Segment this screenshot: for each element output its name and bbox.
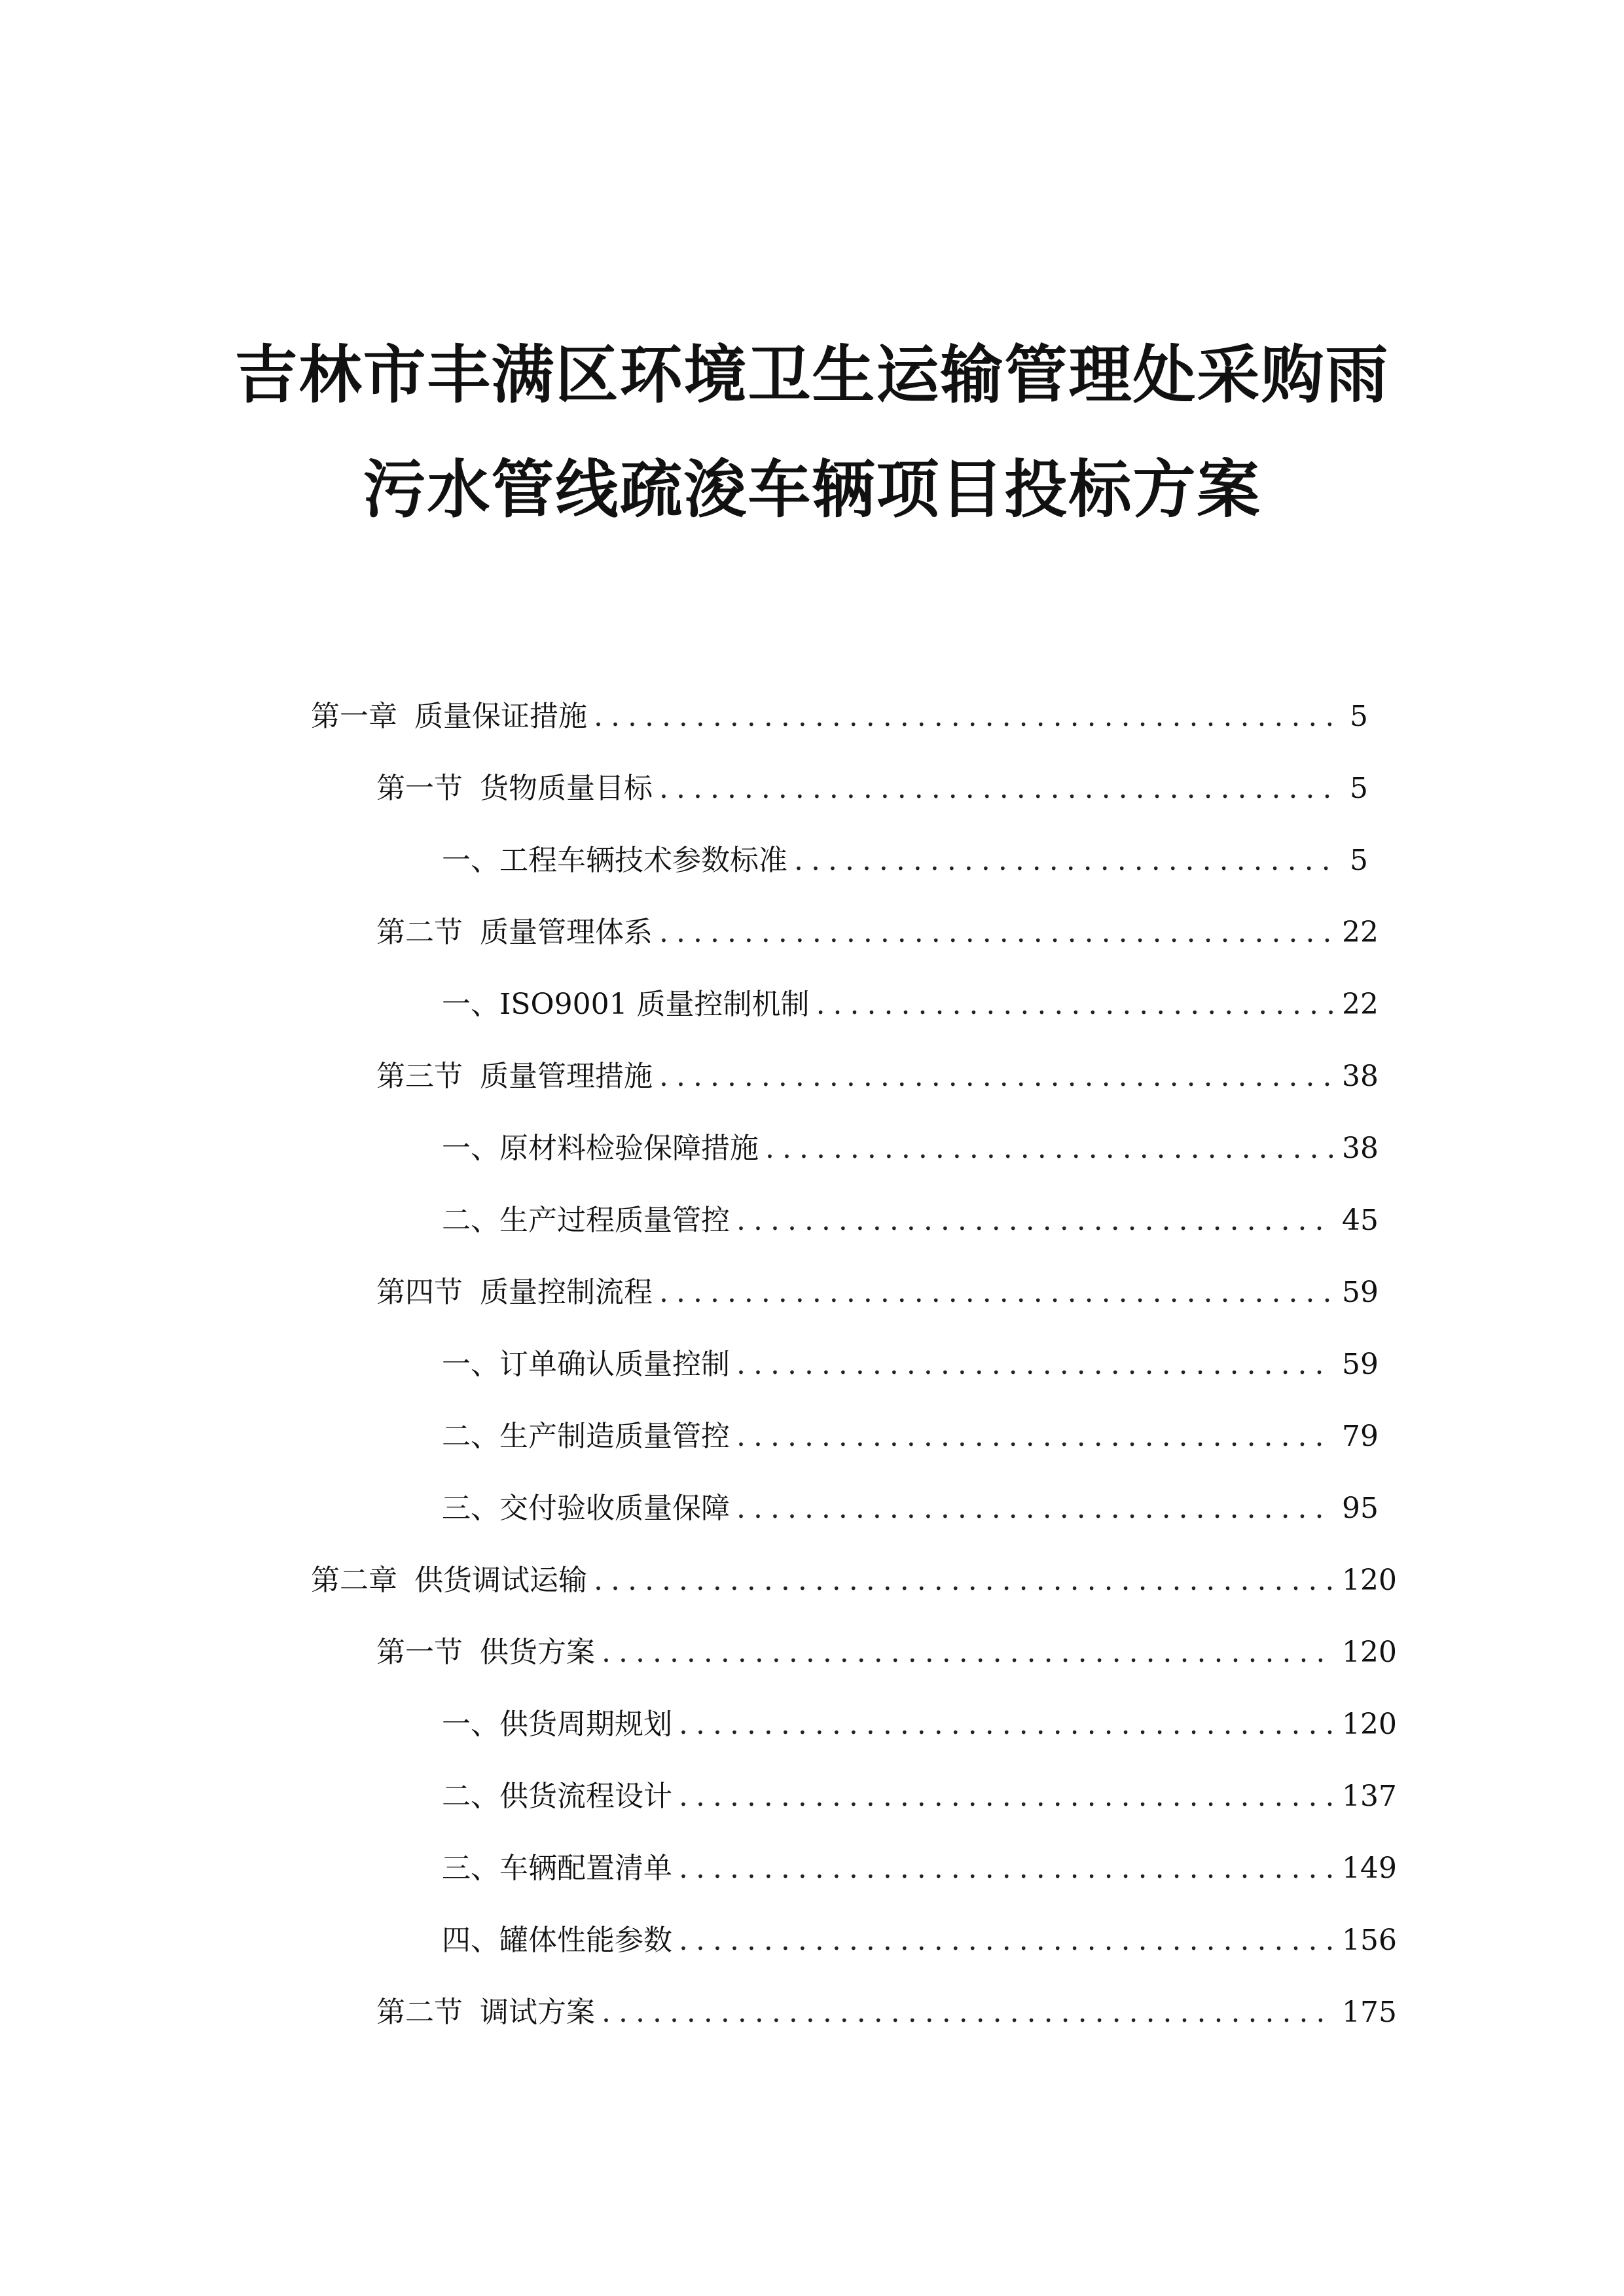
toc-entry-page: 22	[1342, 916, 1379, 949]
toc-entry-number: 第四节	[376, 1276, 463, 1309]
toc-entry-number: 一、	[442, 1132, 499, 1165]
toc-leader-dots	[765, 1126, 1333, 1172]
toc-entry-title: ISO9001 质量控制机制	[499, 988, 810, 1021]
toc-entry-number: 四、	[442, 1924, 499, 1957]
toc-entry-page: 79	[1342, 1420, 1379, 1453]
toc-entry[interactable]	[376, 1054, 1379, 1100]
toc-leader-dots	[659, 1270, 1333, 1316]
toc-leader-dots	[659, 1054, 1333, 1100]
toc-entry[interactable]	[376, 766, 1368, 812]
toc-entry[interactable]	[376, 1630, 1397, 1676]
toc-leader-dots	[594, 1558, 1333, 1604]
toc-entry-number: 第一节	[376, 772, 463, 805]
toc-entry-title: 生产制造质量管控	[499, 1420, 730, 1453]
toc-entry-number: 三、	[442, 1852, 499, 1885]
toc-entry-number: 第二节	[376, 916, 463, 949]
toc-entry[interactable]	[442, 1414, 1379, 1460]
toc-entry[interactable]	[442, 982, 1379, 1028]
toc-entry-number: 第一节	[376, 1636, 463, 1669]
toc-entry[interactable]	[442, 1342, 1379, 1388]
toc-leader-dots	[659, 766, 1333, 812]
toc-entry-title: 供货调试运输	[414, 1564, 587, 1597]
toc-entry-title: 货物质量目标	[480, 772, 653, 805]
toc-entry-title: 工程车辆技术参数标准	[499, 844, 787, 877]
toc-leader-dots	[602, 1630, 1333, 1676]
toc-leader-dots	[679, 1774, 1333, 1820]
toc-entry-title: 供货流程设计	[499, 1780, 672, 1813]
toc-entry-number: 二、	[442, 1204, 499, 1237]
toc-entry[interactable]	[442, 838, 1368, 884]
toc-leader-dots	[679, 1918, 1333, 1964]
toc-entry-number: 第一章	[311, 700, 397, 733]
toc-entry-title: 质量控制流程	[480, 1276, 653, 1309]
toc-entry-number: 一、	[442, 1348, 499, 1381]
toc-entry-number: 第二节	[376, 1996, 463, 2029]
toc-entry-title: 罐体性能参数	[499, 1924, 672, 1957]
toc-entry-page: 5	[1350, 844, 1368, 877]
toc-entry-number: 二、	[442, 1780, 499, 1813]
toc-leader-dots	[659, 910, 1333, 956]
toc-leader-dots	[736, 1198, 1333, 1244]
toc-entry-page: 95	[1342, 1492, 1379, 1525]
toc-entry[interactable]	[442, 1846, 1397, 1892]
toc-entry-title: 供货周期规划	[499, 1708, 672, 1741]
toc-entry-title: 质量管理措施	[480, 1060, 653, 1093]
toc-entry[interactable]	[376, 1990, 1397, 2036]
toc-entry-page: 5	[1350, 772, 1368, 805]
toc-entry[interactable]	[376, 1270, 1379, 1316]
toc-entry-title: 车辆配置清单	[499, 1852, 672, 1885]
toc-entry-page: 59	[1342, 1348, 1379, 1381]
toc-entry-title: 调试方案	[480, 1996, 595, 2029]
toc-entry-title: 订单确认质量控制	[499, 1348, 730, 1381]
toc-entry[interactable]	[442, 1918, 1397, 1964]
toc-entry-number: 第二章	[311, 1564, 397, 1597]
toc-leader-dots	[602, 1990, 1333, 2036]
toc-entry[interactable]	[376, 910, 1379, 956]
toc-leader-dots	[794, 838, 1333, 884]
toc-entry-number: 第三节	[376, 1060, 463, 1093]
toc-entry-title: 交付验收质量保障	[499, 1492, 730, 1525]
toc-entry-page: 120	[1342, 1708, 1397, 1741]
toc-entry-page: 22	[1342, 988, 1379, 1021]
toc-leader-dots	[594, 694, 1333, 740]
toc-entry-page: 137	[1342, 1780, 1397, 1813]
toc-entry-title: 生产过程质量管控	[499, 1204, 730, 1237]
toc-leader-dots	[679, 1846, 1333, 1892]
toc-leader-dots	[679, 1702, 1333, 1748]
toc-entry-page: 45	[1342, 1204, 1379, 1237]
toc-entry-number: 一、	[442, 844, 499, 877]
toc-entry-page: 120	[1342, 1636, 1397, 1669]
toc-entry-title: 供货方案	[480, 1636, 595, 1669]
toc-entry-page: 156	[1342, 1924, 1397, 1957]
toc-entry-number: 一、	[442, 988, 499, 1021]
toc-leader-dots	[736, 1486, 1333, 1532]
toc-entry-page: 5	[1350, 700, 1368, 733]
toc-entry[interactable]	[311, 694, 1368, 740]
toc-entry[interactable]	[442, 1486, 1379, 1532]
toc-entry-page: 38	[1342, 1132, 1379, 1165]
toc-entry-title: 质量管理体系	[480, 916, 653, 949]
toc-entry-page: 149	[1342, 1852, 1397, 1885]
toc-entry[interactable]	[442, 1702, 1397, 1748]
document-title-line-2: 污水管线疏浚车辆项目投标方案	[363, 453, 1261, 526]
toc-entry-page: 120	[1342, 1564, 1397, 1597]
toc-entry[interactable]	[442, 1198, 1379, 1244]
toc-entry[interactable]	[311, 1558, 1397, 1604]
toc-entry-number: 三、	[442, 1492, 499, 1525]
toc-leader-dots	[736, 1414, 1333, 1460]
toc-entry-number: 一、	[442, 1708, 499, 1741]
toc-entry-number: 二、	[442, 1420, 499, 1453]
toc-entry-title: 质量保证措施	[414, 700, 587, 733]
toc-entry[interactable]	[442, 1774, 1397, 1820]
toc-entry[interactable]	[442, 1126, 1379, 1172]
toc-entry-page: 38	[1342, 1060, 1379, 1093]
toc-entry-page: 59	[1342, 1276, 1379, 1309]
toc-leader-dots	[736, 1342, 1333, 1388]
document-title-line-1: 吉林市丰满区环境卫生运输管理处采购雨	[234, 338, 1390, 412]
toc-leader-dots	[816, 982, 1333, 1028]
toc-entry-title: 原材料检验保障措施	[499, 1132, 759, 1165]
toc-entry-page: 175	[1342, 1996, 1397, 2029]
